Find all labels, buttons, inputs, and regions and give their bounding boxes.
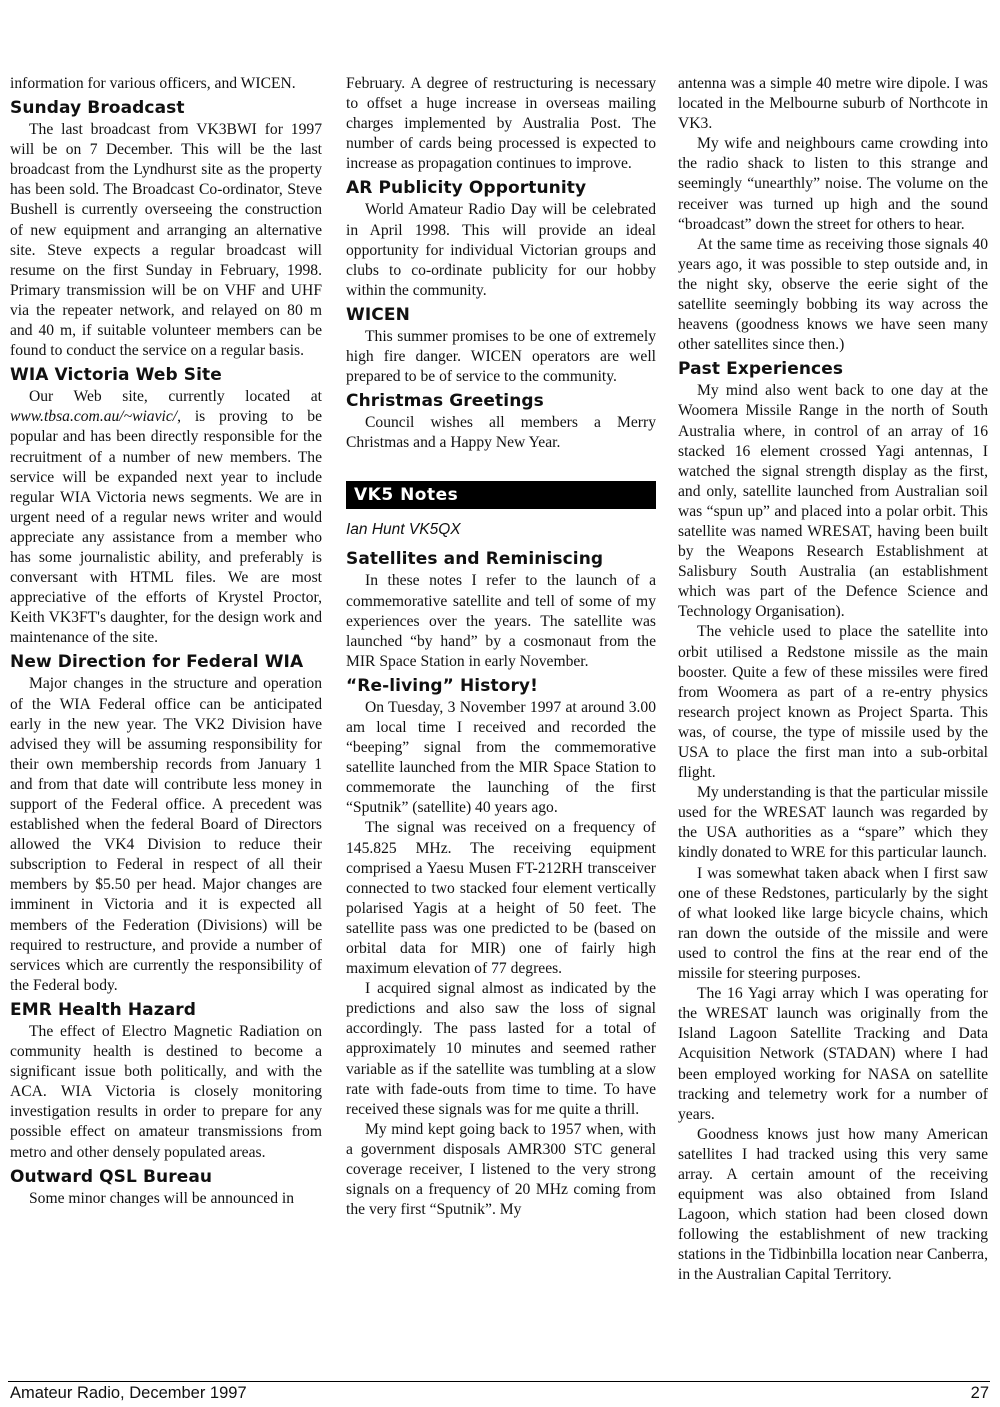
paragraph: My understanding is that the particular missile used for the WRESAT launch was regarded by the USA authorities as a “spare” which they kindly donated to WRE for this particular launch.	[678, 784, 988, 862]
heading-christmas: Christmas Greetings	[346, 391, 544, 412]
paragraph	[10, 387, 322, 648]
column-3	[678, 74, 988, 1286]
heading-qsl-bureau: Outward QSL Bureau	[10, 1166, 213, 1187]
paragraph: At the same time as receiving those signals 40 years ago, it was possible to step outside and, in the night sky, observe the eerie sight of the satellite seemingly bobbing its way across the heavens (goodness knows we have seen many other satellites since then.)	[678, 235, 988, 354]
heading-ar-publicity: AR Publicity Opportunity	[346, 178, 587, 199]
column-2	[346, 74, 656, 1220]
heading-emr-health: EMR Health Hazard	[10, 999, 197, 1020]
heading-past-experiences: Past Experiences	[678, 359, 844, 380]
column-1	[10, 74, 322, 1209]
heading-federal-wia: New Direction for Federal WIA	[10, 652, 304, 673]
paragraph: I acquired signal almost as indicated by the predictions and also saw the loss of signal accordingly. The pass lasted for a total of approximately 10 minutes and seemed rather variable as if the satellite was tumbling at a slow rate with fade-outs from time to time. To have received these signals was for me quite a thrill.	[346, 980, 656, 1118]
heading-sunday-broadcast: Sunday Broadcast	[10, 98, 185, 119]
website-url: www.tbsa.com.au/~wiavic/	[10, 408, 178, 426]
paragraph: This summer promises to be one of extremely high fire danger. WICEN operators are well prepared to be of service to the community.	[346, 327, 656, 386]
paragraph: I was somewhat taken aback when I first saw one of these Redstones, particularly by the sight of what looked like large bicycle chains, which ran down the outside of the missile and were used to control the fins at the rear end of the missile for steering purposes.	[678, 864, 988, 983]
paragraph: My mind also went back to one day at the Woomera Missile Range in the north of South Australia where, in control of an array of 16 stacked 16 element crossed Yagi antennas, I watched the signal strength display as the first, and only, satellite launched from Australian soil was “spun up” and placed into a polar orbit. This satellite was named WRESAT, having been built by the Weapons Research Establishment at Salisbury South Australia (an establishment which was part of the Defence Science and Technology Organisation).	[678, 382, 988, 621]
paragraph: On Tuesday, 3 November 1997 at around 3.00 am local time I received and recorded the “beeping” signal from the commemorative satellite launched from the MIR Space Station to commemorate the launching of the first “Sputnik” (satellite) 40 years ago.	[346, 698, 656, 817]
paragraph: The last broadcast from VK3BWI for 1997 will be on 7 December. This will be the last broadcast from the Lyndhurst site as the property has been sold. The Broadcast Co-ordinator, Steve Bushell is currently overseeing the construction of new equipment and arranging an alternative site. Steve expects a regular broadcast will resume on the first Sunday in February, 1998. Primary transmission will be on VHF and UHF via the repeater network, and relayed on 80 m and 40 m, if suitable volunteer members can be found to conduct the service on a regular basis.	[10, 121, 322, 360]
heading-satellites: Satellites and Reminiscing	[346, 549, 604, 570]
paragraph: Council wishes all members a Merry Christmas and a Happy New Year.	[346, 414, 656, 452]
paragraph: Some minor changes will be announced in	[29, 1189, 295, 1207]
footer-rule	[8, 1381, 990, 1382]
heading-reliving-history: “Re-living” History!	[346, 675, 538, 696]
paragraph: February. A degree of restructuring is necessary to offset a huge increase in overseas mailing charges implemented by Australia Post. The number of cards being processed is expected to increase as propagation continues to improve.	[346, 75, 656, 173]
text: Our Web site, currently located at	[29, 388, 322, 406]
heading-web-site: WIA Victoria Web Site	[10, 365, 222, 386]
paragraph: Major changes in the structure and operation of the WIA Federal office can be anticipated early in the new year. The VK2 Division have advised they will be assuming responsibility for their own membership records from January 1 and from that date will contribute less money in support of the Federal office. A precedent was established when the federal Board of Directors allowed the VK4 Division to reduce their subscription to Federal in respect of all their members by $5.50 per head. Major changes are imminent in Victoria and it is expected all members of the Federation (Divisions) will be required to restructure, and provide a number of services which are currently the responsibility of the Federal body.	[10, 675, 322, 994]
paragraph: The signal was received on a frequency of 145.825 MHz. The receiving equipment comprised a Yaesu Musen FT-212RH transceiver connected to two stacked four element vertically polarised Yagis at a height of 50 feet. The satellite pass was one predicted to be (based on orbital data for MIR) one of fairly high maximum elevation of 77 degrees.	[346, 819, 656, 978]
author-byline: Ian Hunt VK5QX	[346, 521, 461, 539]
heading-wicen: WICEN	[346, 304, 410, 325]
footer-publication: Amateur Radio, December 1997	[10, 1384, 247, 1402]
paragraph: information for various officers, and WICEN.	[10, 75, 296, 92]
paragraph: My mind kept going back to 1957 when, with a government disposals AMR300 STC general coverage receiver, I listened to the very strong signals on a frequency of 20 MHz coming from the very first “Sputnik”. My	[346, 1120, 656, 1219]
section-banner: VK5 Notes	[346, 481, 656, 509]
paragraph: In these notes I refer to the launch of a commemorative satellite and tell of some of my experiences over the years. The satellite was launched “by hand” by a cosmonaut from the MIR Space Station in early November.	[346, 572, 656, 670]
paragraph: Goodness knows just how many American satellites I had tracked using this very same array. A certain amount of the receiving equipment was also obtained from Island Lagoon, which station had been closed down following the establishment of new tracking stations in the Tidbinbilla location near Canberra, in the Australian Capital Territory.	[678, 1125, 988, 1284]
text: , is proving to be popular and has been directly responsible for the recruitment of a number of new members. The service will be expanded next year to include regular WIA Victoria news segments. We are in urgent need of a regular news writer and would appreciate any assistance from a member who has some journalistic ability, and preferably is conversant with HTML files. We are most appreciative of the efforts of Krystel Proctor, Keith VK3FT's daughter, for the design work and maintenance of the site.	[10, 408, 322, 647]
paragraph: antenna was a simple 40 metre wire dipole. I was located in the Melbourne suburb of Northcote in VK3.	[678, 75, 988, 133]
paragraph: The 16 Yagi array which I was operating for the WRESAT launch was originally from the Island Lagoon Satellite Tracking and Data Acquisition Network (STADAN) where I had been employed working for NASA on satellite tracking and telemetry work for a number of years.	[678, 985, 988, 1123]
paragraph: My wife and neighbours came crowding into the radio shack to listen to this strange and seemingly “unearthly” noise. The volume on the receiver was turned up high and the sound “broadcast” down the street for others to hear.	[678, 135, 988, 233]
paragraph: The effect of Electro Magnetic Radiation on community health is destined to become a significant issue both politically, and with the ACA. WIA Victoria is closely monitoring investigation results in order to prepare for any possible effect on amateur transmissions from metro and other densely populated areas.	[10, 1022, 322, 1161]
paragraph: World Amateur Radio Day will be celebrated in April 1998. This will provide an ideal opportunity for individual Victorian groups and clubs to co-ordinate publicity for our hobby within the community.	[346, 201, 656, 299]
paragraph: The vehicle used to place the satellite into orbit utilised a Redstone missile as the main booster. Quite a few of these missiles were fired from Woomera as part of a re-entry physics research project known as Project Sparta. This was, of course, the type of missile used by the USA to place the first man into a sub-orbital flight.	[678, 623, 988, 782]
page-number: 27	[970, 1384, 989, 1402]
